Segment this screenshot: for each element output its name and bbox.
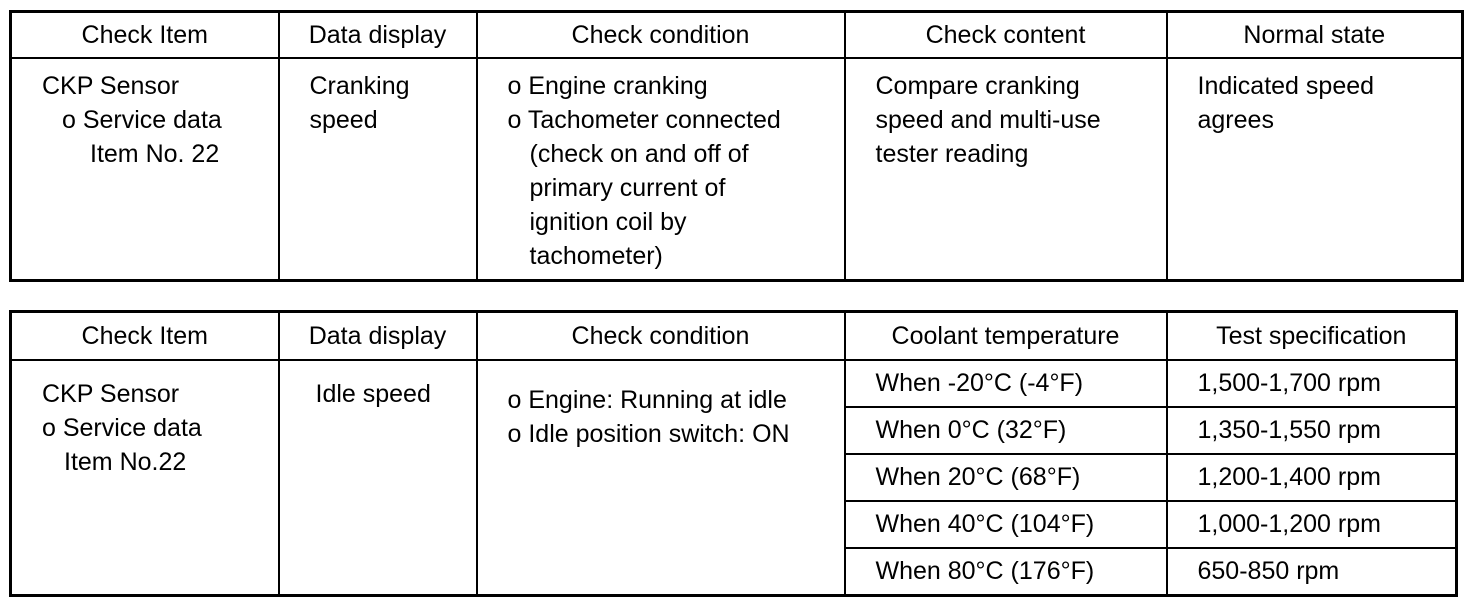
check-condition-line: o Idle position switch: ON: [507, 419, 790, 448]
check-item-line: Item No. 22: [90, 140, 220, 168]
header-check-item: Check Item: [11, 12, 279, 59]
check-condition-line: tachometer): [529, 242, 663, 270]
check-condition-line: ignition coil by: [529, 208, 687, 236]
check-item-line: CKP Sensor: [42, 72, 180, 100]
data-display-line: Cranking: [309, 72, 410, 100]
data-display-line: Idle speed: [315, 379, 431, 408]
test-spec-cell: 1,000-1,200 rpm: [1167, 501, 1457, 548]
check-item-cell: [11, 58, 279, 280]
normal-state-line: agrees: [1197, 106, 1274, 134]
header-data-display: Data display: [279, 312, 477, 360]
header-coolant-temperature: Coolant temperature: [845, 312, 1167, 360]
header-data-display: Data display: [279, 12, 477, 59]
check-content-line: speed and multi-use: [875, 106, 1101, 134]
test-spec-cell: 650-850 rpm: [1167, 548, 1457, 596]
check-condition-line: o Tachometer connected: [507, 106, 781, 134]
check-item-line: o Service data: [62, 106, 222, 134]
test-spec-cell: 1,350-1,550 rpm: [1167, 407, 1457, 454]
data-display-cell: [279, 360, 477, 596]
header-normal-state: Normal state: [1167, 12, 1463, 59]
check-content-line: tester reading: [875, 140, 1029, 168]
normal-state-line: Indicated speed: [1197, 72, 1375, 100]
check-condition-line: (check on and off of: [529, 140, 749, 168]
coolant-temp-cell: When 40°C (104°F): [845, 501, 1167, 548]
header-test-specification: Test specification: [1167, 312, 1457, 360]
header-check-condition: Check condition: [477, 12, 845, 59]
data-display-cell: [279, 58, 477, 280]
normal-state-cell: [1167, 58, 1463, 280]
check-item-line: o Service data: [42, 413, 202, 442]
check-item-cell: [11, 360, 279, 596]
check-condition-line: primary current of: [529, 174, 726, 202]
coolant-temp-cell: When -20°C (-4°F): [845, 360, 1167, 407]
check-item-line: Item No.22: [64, 447, 187, 476]
check-content-cell: [845, 58, 1167, 280]
check-condition-line: o Engine: Running at idle: [507, 385, 787, 414]
data-display-line: speed: [309, 106, 378, 134]
check-condition-line: o Engine cranking: [507, 72, 708, 100]
check-condition-cell: [477, 58, 845, 280]
check-condition-cell: [477, 360, 845, 596]
idle-speed-table: [9, 310, 1458, 597]
header-check-item: Check Item: [11, 312, 279, 360]
coolant-temp-cell: When 0°C (32°F): [845, 407, 1167, 454]
coolant-temp-cell: When 20°C (68°F): [845, 454, 1167, 501]
test-spec-cell: 1,200-1,400 rpm: [1167, 454, 1457, 501]
header-check-condition: Check condition: [477, 312, 845, 360]
check-item-line: CKP Sensor: [42, 379, 180, 408]
cranking-speed-table: [9, 10, 1464, 282]
header-check-content: Check content: [845, 12, 1167, 59]
test-spec-cell: 1,500-1,700 rpm: [1167, 360, 1457, 407]
check-content-line: Compare cranking: [875, 72, 1080, 100]
coolant-temp-cell: When 80°C (176°F): [845, 548, 1167, 596]
